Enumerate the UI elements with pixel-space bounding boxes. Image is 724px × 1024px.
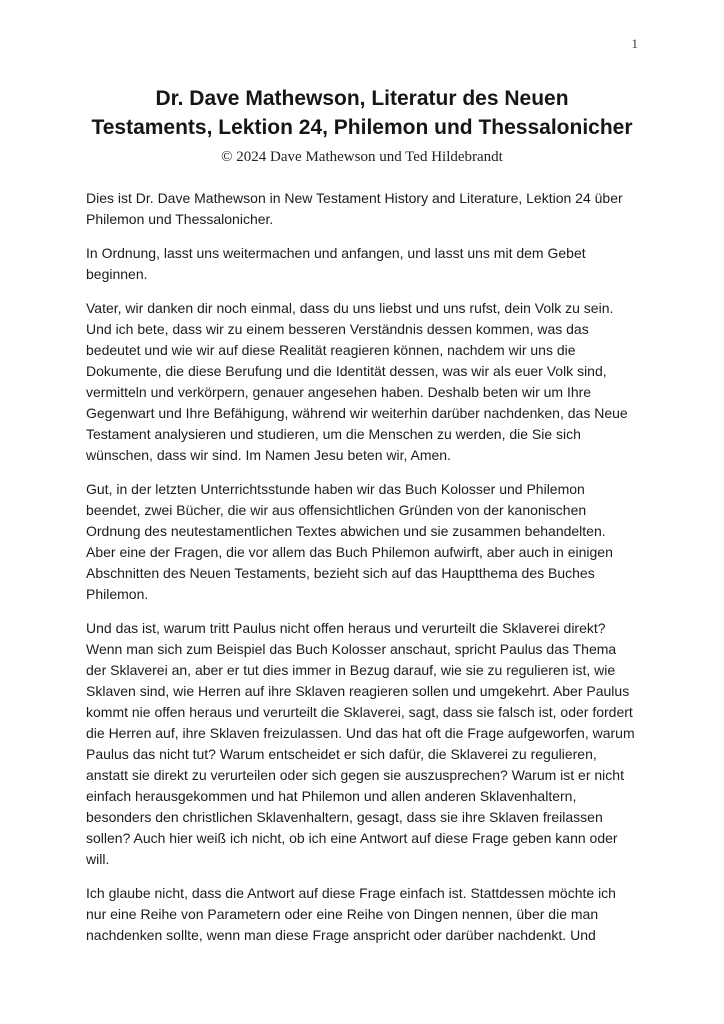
document-body <box>86 188 638 946</box>
copyright-line: © 2024 Dave Mathewson und Ted Hildebrandt <box>221 149 503 165</box>
paragraph-6: Ich glaube nicht, dass die Antwort auf diese Frage einfach ist. Stattdessen möchte ich nur eine Reihe von Parametern oder eine Reihe von Dingen nennen, über die man nachdenken sollte, wenn man diese Frage anspricht oder darüber nachdenkt. Und <box>86 885 616 943</box>
page-title <box>86 84 638 142</box>
paragraph-5: Und das ist, warum tritt Paulus nicht offen heraus und verurteilt die Sklaverei direkt? Wenn man sich zum Beispiel das Buch Kolosser anschaut, spricht Paulus das Thema der Sklaverei an, aber er tut dies immer in Bezug darauf, wie sie zu regulieren ist, wie Sklaven sind, wie Herren auf ihre Sklaven reagieren sollen und umgekehrt. Aber Paulus kommt nie offen heraus und verurteilt die Sklaverei, sagt, dass sie falsch ist, oder fordert die Herren auf, ihre Sklaven freizulassen. Und das hat oft die Frage aufgeworfen, warum Paulus das nicht tut? Warum entscheidet er sich dafür, die Sklaverei zu regulieren, anstatt sie direkt zu verurteilen oder sich gegen sie auszusprechen? Warum ist er nicht einfach herausgekommen und hat Philemon und allen anderen Sklavenhaltern, besonders den christlichen Sklavenhaltern, gesagt, dass sie ihre Sklaven freilassen sollen? Auch hier weiß ich nicht, ob ich eine Antwort auf diese Frage geben kann oder will. <box>86 620 635 867</box>
page-title-line-1: Dr. Dave Mathewson, Literatur des Neuen <box>155 87 569 110</box>
page-number: 1 <box>631 36 638 51</box>
paragraph-4: Gut, in der letzten Unterrichtsstunde haben wir das Buch Kolosser und Philemon beendet, zwei Bücher, die wir aus offensichtlichen Gründen von der kanonischen Ordnung des neutestamentlichen Textes abwichen und sie zusammen behandelten. Aber eine der Fragen, die vor allem das Buch Philemon aufwirft, aber auch in einigen Abschnitten des Neuen Testaments, bezieht sich auf das Hauptthema des Buches Philemon. <box>86 481 613 602</box>
paragraph-2: In Ordnung, lasst uns weitermachen und anfangen, und lasst uns mit dem Gebet beginnen. <box>86 245 586 282</box>
paragraph-1: Dies ist Dr. Dave Mathewson in New Testament History and Literature, Lektion 24 über Philemon und Thessalonicher. <box>86 190 623 227</box>
page-title-line-2: Testaments, Lektion 24, Philemon und Thessalonicher <box>91 116 633 139</box>
paragraph-3: Vater, wir danken dir noch einmal, dass du uns liebst und uns rufst, dein Volk zu sein. Und ich bete, dass wir zu einem besseren Verständnis dessen kommen, was das bedeutet und wie wir auf diese Realität reagieren können, nachdem wir uns die Dokumente, die diese Berufung und die Identität dessen, was wir als euer Volk sind, vermitteln und verkörpern, genauer angesehen haben. Deshalb beten wir um Ihre Gegenwart und Ihre Befähigung, während wir weiterhin darüber nachdenken, das Neue Testament analysieren und studieren, um die Menschen zu werden, die Sie sich wünschen, dass wir sind. Im Namen Jesu beten wir, Amen. <box>86 300 628 463</box>
